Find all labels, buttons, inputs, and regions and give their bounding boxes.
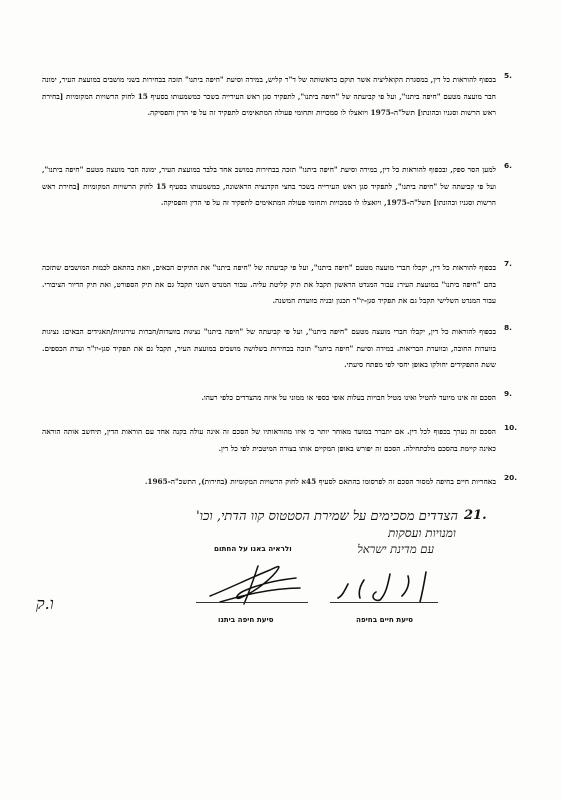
- clause-10: [36, 424, 516, 457]
- clause-7: [36, 260, 516, 310]
- clause-number: 8.: [504, 323, 512, 332]
- clause-number: 7.: [504, 259, 512, 268]
- clause-8: [36, 324, 516, 374]
- clause-number: 6.: [504, 161, 512, 170]
- witness-line: ולראיה באנו על החתום: [214, 544, 292, 553]
- handwritten-clause-line2: ומנויות ועסקות: [387, 526, 456, 540]
- clause-9: [36, 390, 516, 407]
- handwritten-clause-line3: עם מדינת ישראל: [357, 542, 434, 556]
- handwritten-clause-line1: הצדדים מסכימים על שמירת הסטטוס קוו הדתי, וכו': [196, 509, 458, 524]
- clause-6: [36, 162, 516, 212]
- clause-number: 10.: [504, 423, 518, 432]
- handwritten-initials: ו.ק: [36, 594, 54, 613]
- clause-number: 20.: [504, 473, 518, 482]
- clause-text: הסכם זה אינו מיועד להטיל ואינו מטיל חבויות בעלות אופי כספי או ממוני על איזה מהצדדים כלפי רעהו.: [201, 393, 496, 402]
- clause-number: 9.: [504, 389, 512, 398]
- signatory-right-label: סיעת חיים בחיפה: [356, 615, 413, 624]
- signature-line-left: [196, 602, 308, 603]
- clause-number: 5.: [504, 71, 512, 80]
- clause-5: [36, 72, 516, 122]
- clause-text: למען הסר ספק, ובכפוף להוראות כל דין, במידה וסיעת "חיפה ביתנו" תזכה בבחירות במושב אחד בלבד במועצת העיר, ימונה חבר מועצה מטעם "חיפה ביתנו", ועל פי קביעתה של "חיפה ביתנו", לתפקיד סגן ראש העירייה בשכר בחצי הקדנציה הראשונה, כמשמעותו בסעיף 15 לחוק הרשויות המקומיות [בחירת ראש הרשות וסגניו וכהונתו] תשל"ה-1975, ויואצלו לו סמכויות ותחומי פעולה המתאימים לתפקיד זה על פי הדין והפסיקה.: [42, 165, 496, 208]
- clause-text: בכפוף להוראות כל דין, יקבלו חברי מועצה מטעם "חיפה ביתנו", ועל פי קביעתה של "חיפה ביתנו" את התיקים הבאים, וזאת בהתאם לכמות המושבים שתזכה בהם "חיפה ביתנו" במועצת העיר: עבור המנדט הראשון תקבל את תיק קליטת עליה. עבור המנדט השני תקבל גם את תיק הספורט, ואת תיק הדיור הציבורי. עבור המנדט השלישי תקבל גם את תפקיד סגן-יו"ר תכנון ובניה בוועדת המשנה.: [42, 263, 496, 306]
- signature-right: [330, 566, 440, 606]
- signature-left: [200, 558, 310, 608]
- clause-text: בכפוף להוראות כל דין, במסגרת הקואליציה אשר תוקם בראשותה של ד"ר קליש, במידה וסיעת "חיפה ביתנו" תזכה בבחירות בשני מושבים במועצת העיר, ימונה חבר מועצה מטעם "חיפה ביתנו", ועל פי קביעתה של "חיפה ביתנו", לתפקיד סגן ראש העירייה בשכר כמשמעותו בסעיף 15 לחוק הרשויות המקומיות [בחירת ראש הרשות וסגניו וכהונתו] תשל"ה-1975 ויואצלו לו סמכויות ותחומי פעולה המתאימים לתפקיד זה על פי הדין והפסיקה.: [42, 75, 497, 118]
- signature-line-right: [330, 602, 438, 603]
- clause-text: בכפוף להוראות כל דין, יקבלו חברי מועצה מטעם "חיפה ביתנו", ועל פי קביעתה של "חיפה ביתנו" נציגות בוועדות/חברות עירוניות/תאגידים הבאים: נציגות בוועדות החובה, ובוועדת הבריאות. במידה וסיעת "חיפה ביתנו" תזכה בבחירות בשלושה מושבים במועצת העיר, תקבל גם את תפקיד סגן-יו"ר ועדת הכספים. ששת התפקידים יחולקו באופן יחסי לפי מפתח סיעתי.: [42, 327, 496, 370]
- clause-20: [36, 474, 516, 491]
- handwritten-clause-number: 21.: [464, 508, 487, 523]
- clause-text: באחריות חיים בחיפה למסור הסכם זה לפרסומו בהתאם לסעיף 45א לחוק הרשויות המקומיות (בחירות), התשכ"ה-1965.: [144, 477, 496, 486]
- clause-text: הסכם זה נערך בכפוף לכל דין. אם יתברר במועד מאוחר יותר כי איזו מהוראותיו של הסכם זה אינה עולה בקנה אחד עם הוראות הדין, תיחשב אותה הוראה כאינה קיימת בהסכם מלכתחילה. הסכם זה יפורש באופן המקיים אותו בצורה המיטבית לפי כל דין.: [42, 427, 496, 453]
- signatory-left-label: סיעת חיפה ביתנו: [218, 615, 274, 624]
